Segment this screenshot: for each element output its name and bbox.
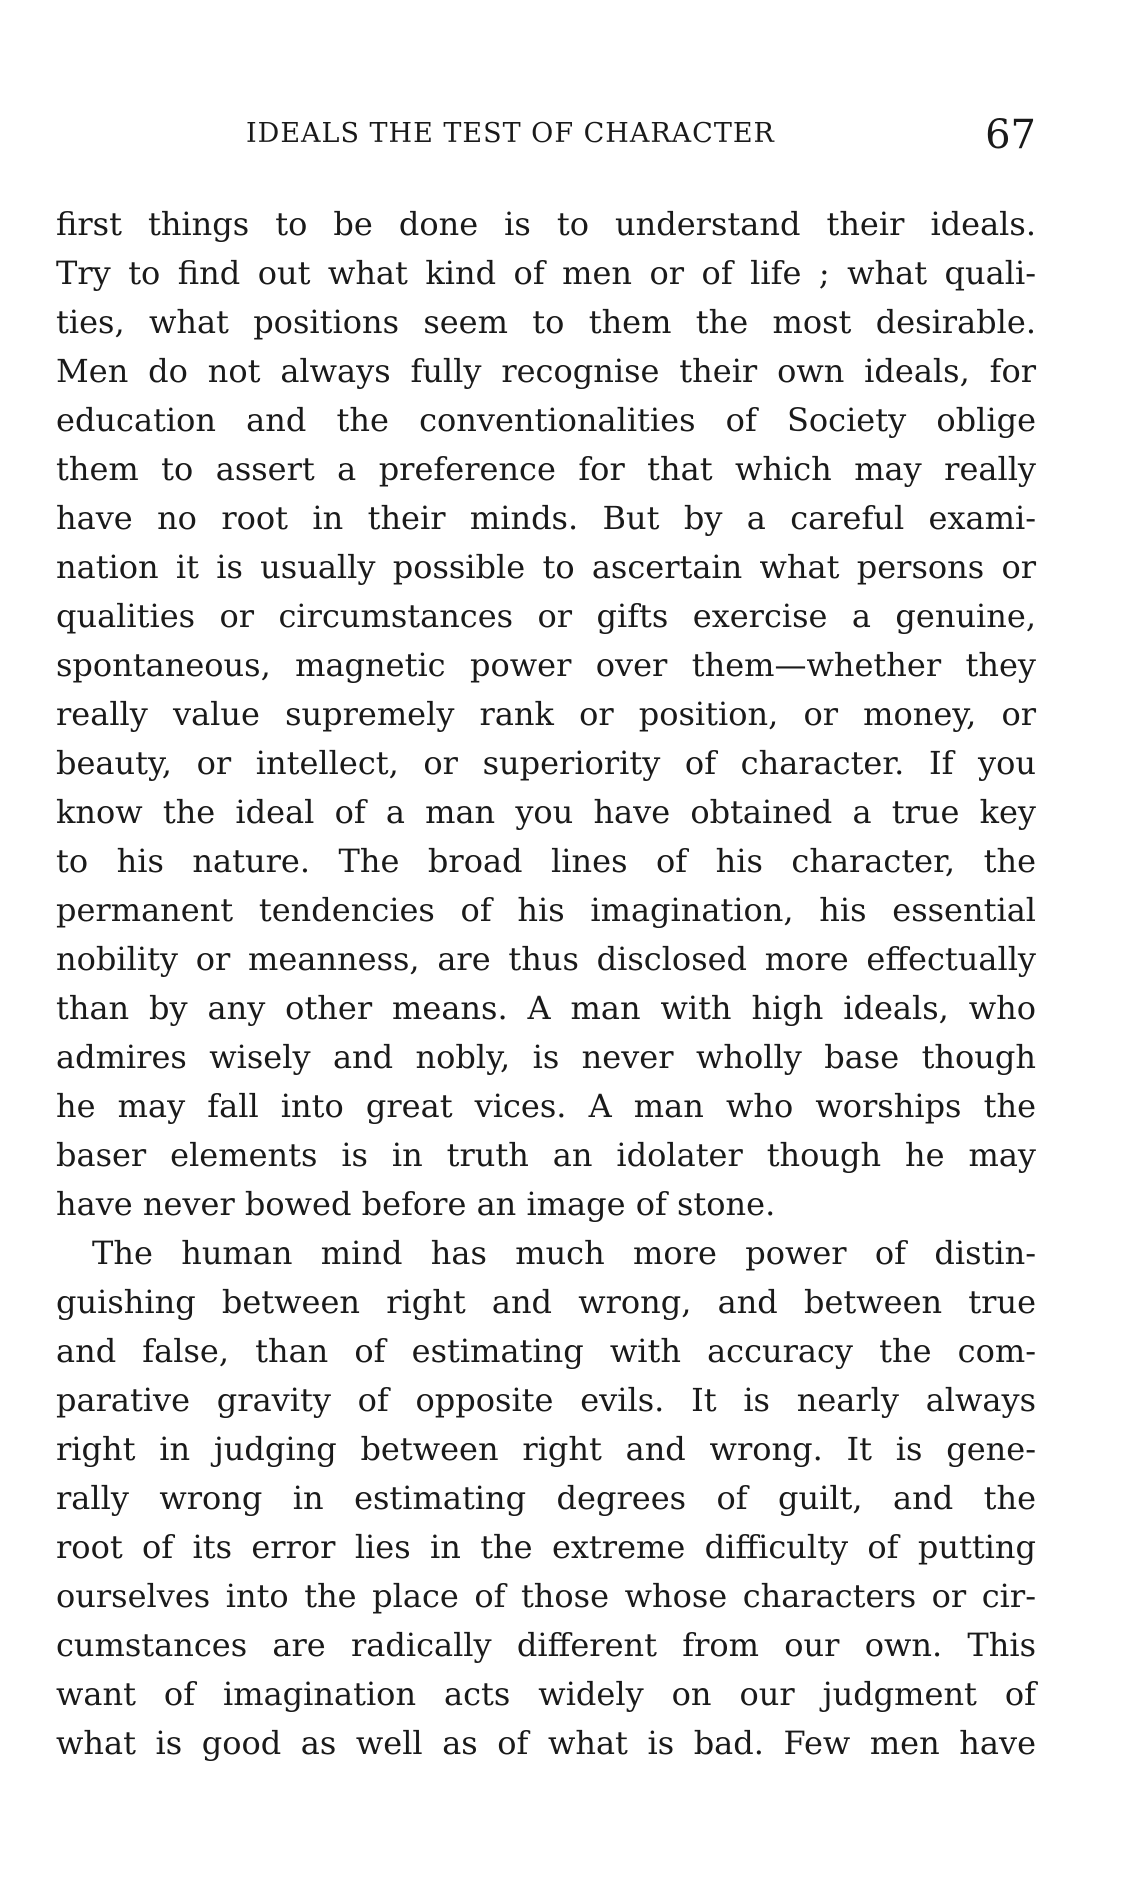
paragraph-1 xyxy=(56,200,1036,1229)
body-text xyxy=(56,200,1036,1768)
text-line: guishing between right and wrong, and between true xyxy=(56,1283,1036,1321)
text-line: root of its error lies in the extreme difficulty of putting xyxy=(56,1528,1036,1566)
text-line: have never bowed before an image of stone. xyxy=(56,1185,776,1223)
text-line: Men do not always fully recognise their own ideals, for xyxy=(56,352,1036,390)
text-line: than by any other means. A man with high ideals, who xyxy=(56,989,1036,1027)
text-line: spontaneous, magnetic power over them—whether they xyxy=(56,646,1036,684)
text-line: Try to find out what kind of men or of life ; what quali- xyxy=(56,254,1036,292)
text-line: cumstances are radically different from our own. This xyxy=(56,1626,1036,1664)
text-line: ties, what positions seem to them the most desirable. xyxy=(56,303,1036,341)
text-line: admires wisely and nobly, is never wholly base though xyxy=(56,1038,1036,1076)
text-line: nobility or meanness, are thus disclosed more effectually xyxy=(56,940,1036,978)
text-line: qualities or circumstances or gifts exercise a genuine, xyxy=(56,597,1036,635)
text-line: want of imagination acts widely on our judgment of xyxy=(56,1675,1036,1713)
text-line: nation it is usually possible to ascertain what persons or xyxy=(56,548,1036,586)
text-line: permanent tendencies of his imagination, his essential xyxy=(56,891,1036,929)
running-title: IDEALS THE TEST OF CHARACTER xyxy=(246,118,775,149)
text-line: first things to be done is to understand their ideals. xyxy=(56,205,1036,243)
text-line: know the ideal of a man you have obtained a true key xyxy=(56,793,1036,831)
text-line: baser elements is in truth an idolater though he may xyxy=(56,1136,1036,1174)
running-head xyxy=(56,112,1036,162)
text-line: beauty, or intellect, or superiority of character. If you xyxy=(56,744,1036,782)
text-line: and false, than of estimating with accuracy the com- xyxy=(56,1332,1036,1370)
text-line: right in judging between right and wrong. It is gene- xyxy=(56,1430,1036,1468)
text-line: he may fall into great vices. A man who worships the xyxy=(56,1087,1036,1125)
page-number: 67 xyxy=(985,112,1036,158)
text-line: really value supremely rank or position, or money, or xyxy=(56,695,1036,733)
text-line: ourselves into the place of those whose characters or cir- xyxy=(56,1577,1036,1615)
text-line: what is good as well as of what is bad. Few men have xyxy=(56,1724,1036,1762)
text-line: The human mind has much more power of distin- xyxy=(92,1234,1036,1272)
text-line: education and the conventionalities of Society oblige xyxy=(56,401,1036,439)
text-line: have no root in their minds. But by a careful exami- xyxy=(56,499,1036,537)
paragraph-2 xyxy=(56,1229,1036,1768)
text-line: them to assert a preference for that which may really xyxy=(56,450,1036,488)
text-line: parative gravity of opposite evils. It is nearly always xyxy=(56,1381,1036,1419)
text-line: rally wrong in estimating degrees of guilt, and the xyxy=(56,1479,1036,1517)
text-line: to his nature. The broad lines of his character, the xyxy=(56,842,1036,880)
